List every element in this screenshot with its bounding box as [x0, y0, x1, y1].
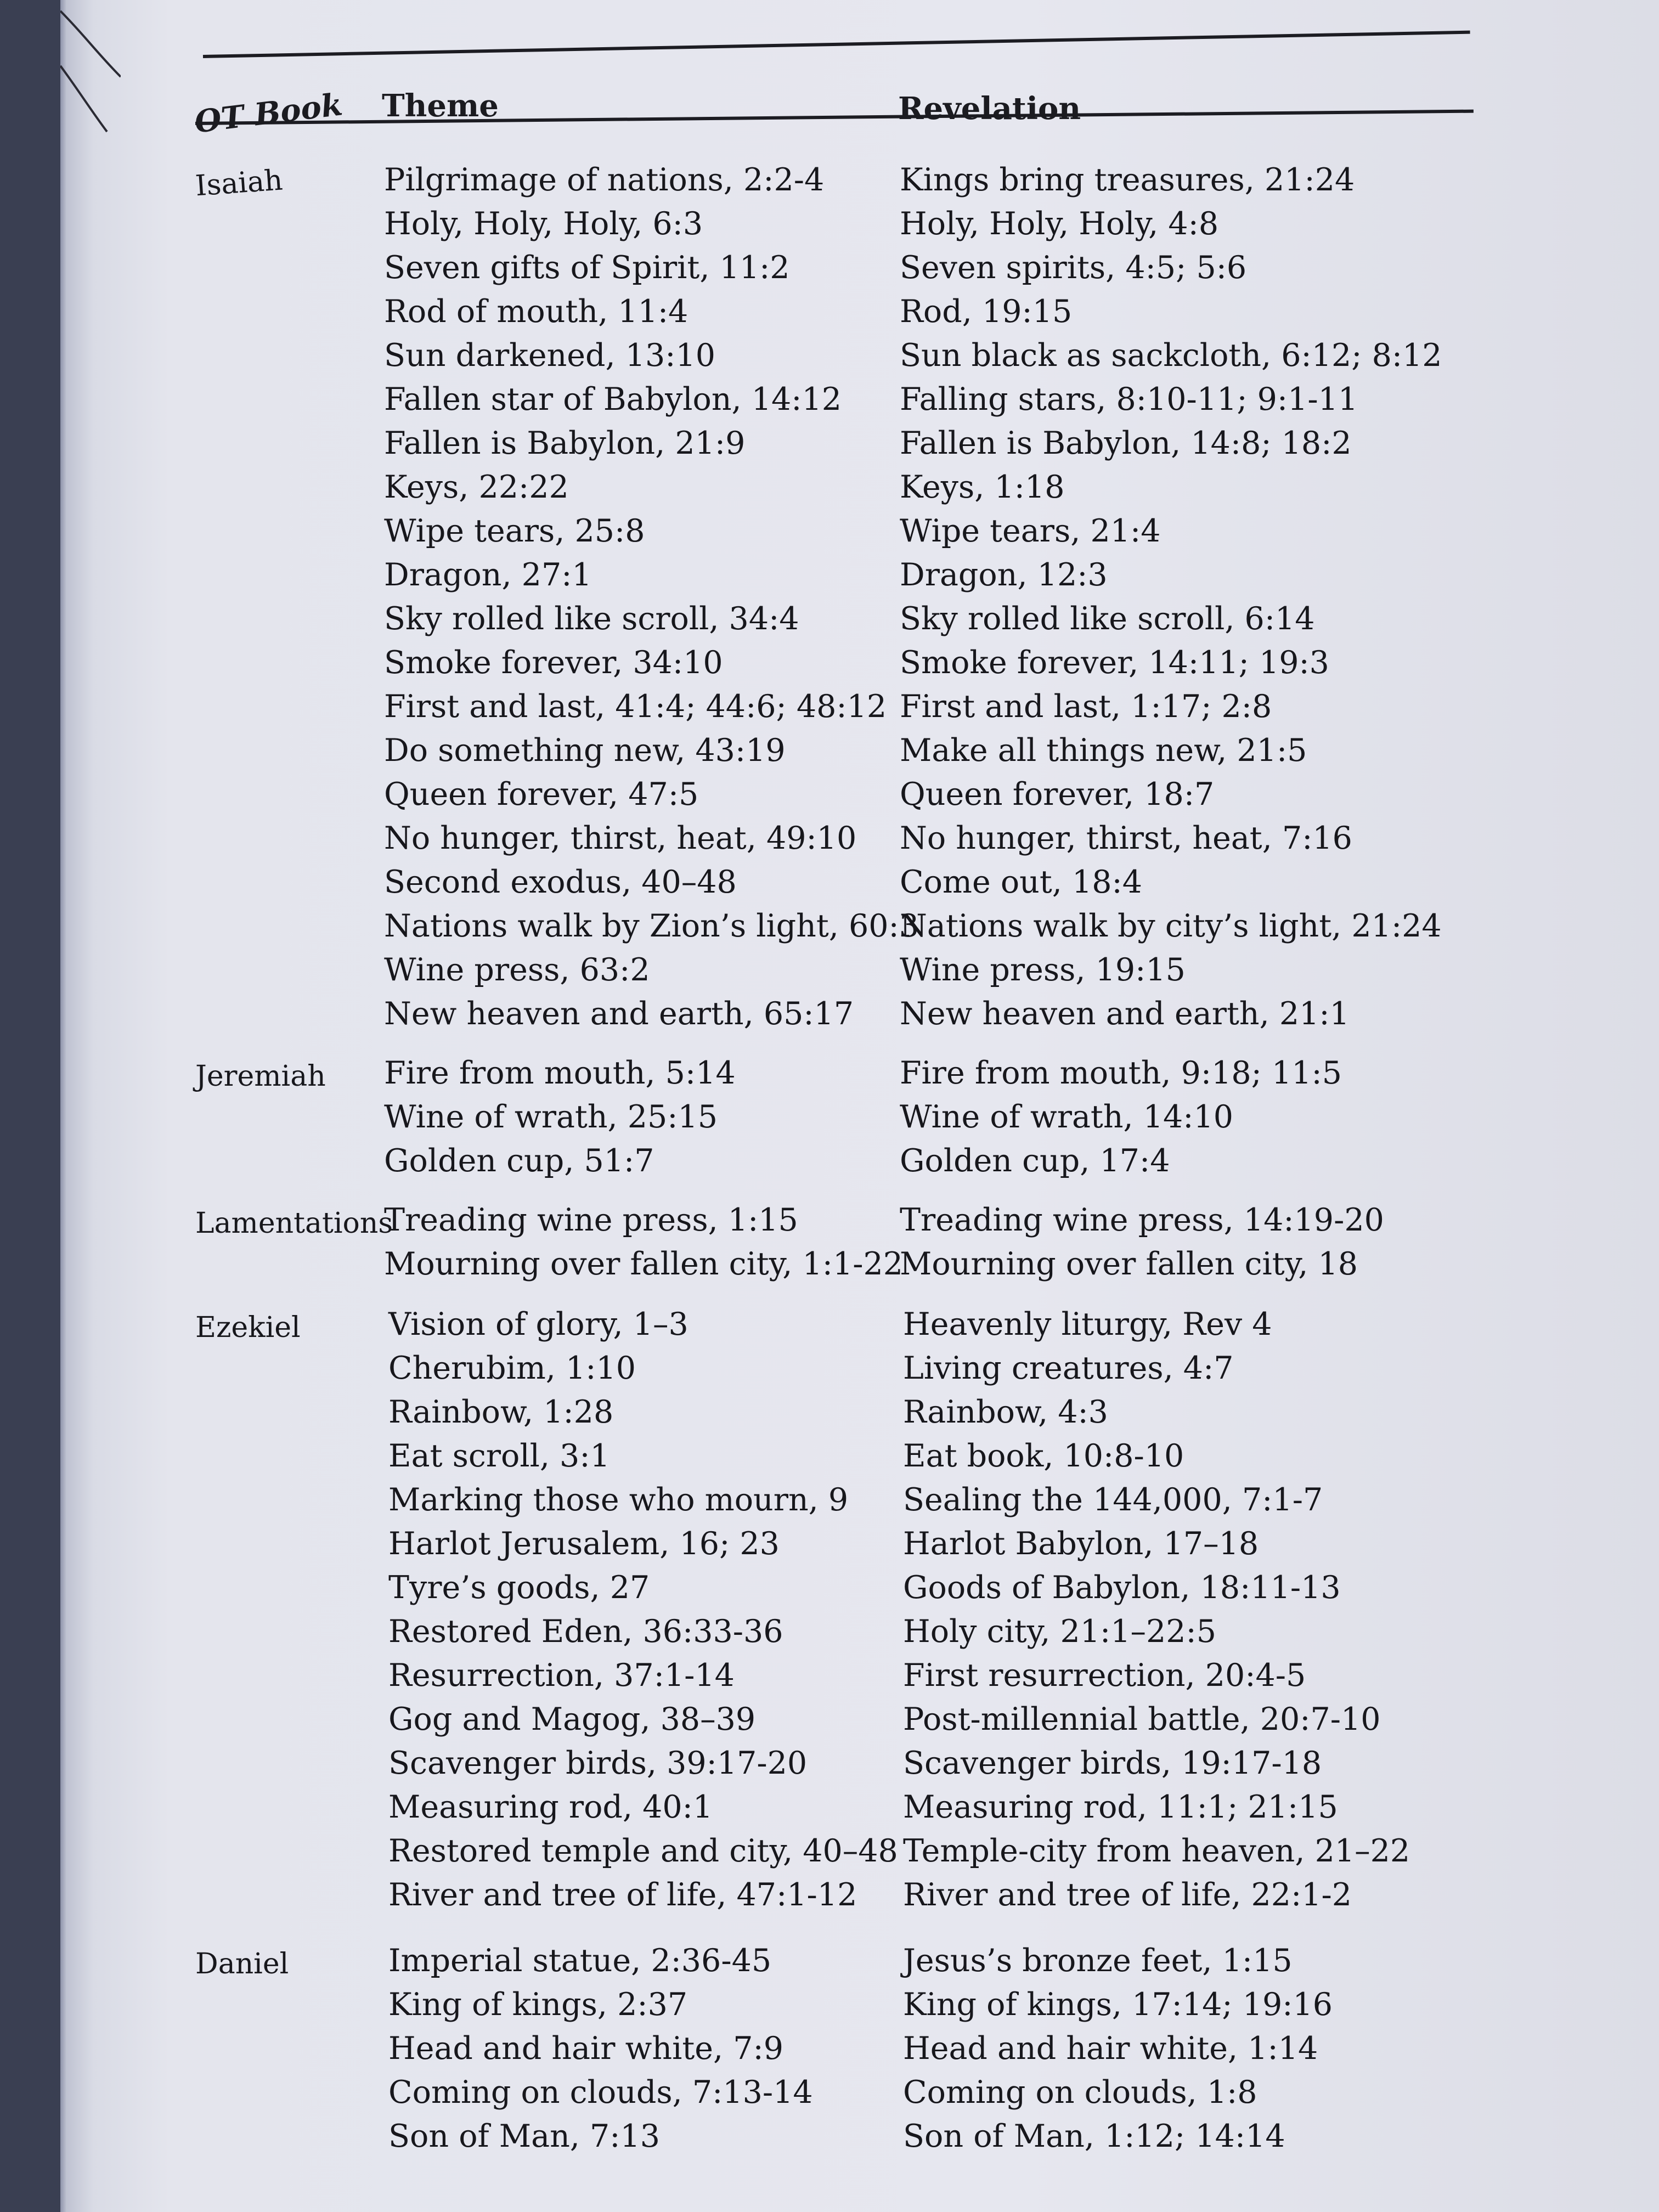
revelation-cell: Wine press, 19:15: [900, 952, 1186, 988]
theme-cell: Coming on clouds, 7:13-14: [388, 2074, 813, 2111]
theme-cell: Dragon, 27:1: [384, 557, 592, 593]
revelation-cell: Head and hair white, 1:14: [903, 2030, 1318, 2067]
theme-cell: Do something new, 43:19: [384, 732, 786, 769]
book-page: [60, 0, 1659, 2212]
theme-cell: Fire from mouth, 5:14: [384, 1055, 736, 1091]
theme-cell: Sky rolled like scroll, 34:4: [384, 601, 799, 637]
revelation-cell: Dragon, 12:3: [900, 557, 1108, 593]
revelation-cell: Son of Man, 1:12; 14:14: [903, 2118, 1285, 2154]
theme-cell: Wine of wrath, 25:15: [384, 1099, 718, 1135]
revelation-cell: Coming on clouds, 1:8: [903, 2074, 1257, 2111]
theme-cell: Pilgrimage of nations, 2:2-4: [384, 162, 825, 198]
theme-cell: Mourning over fallen city, 1:1-22: [384, 1246, 904, 1282]
revelation-cell: First resurrection, 20:4-5: [903, 1657, 1306, 1694]
revelation-cell: Eat book, 10:8-10: [903, 1438, 1184, 1474]
revelation-cell: Seven spirits, 4:5; 5:6: [900, 250, 1247, 286]
revelation-cell: Fallen is Babylon, 14:8; 18:2: [900, 425, 1352, 461]
revelation-cell: Kings bring treasures, 21:24: [900, 162, 1355, 198]
revelation-cell: Temple-city from heaven, 21–22: [903, 1833, 1410, 1869]
revelation-cell: Holy, Holy, Holy, 4:8: [900, 206, 1219, 242]
revelation-cell: New heaven and earth, 21:1: [900, 996, 1350, 1032]
revelation-cell: Wine of wrath, 14:10: [900, 1099, 1234, 1135]
revelation-cell: Wipe tears, 21:4: [900, 513, 1161, 549]
theme-cell: Measuring rod, 40:1: [388, 1789, 713, 1825]
revelation-cell: Mourning over fallen city, 18: [900, 1246, 1358, 1282]
revelation-cell: Smoke forever, 14:11; 19:3: [900, 645, 1329, 681]
theme-cell: Cherubim, 1:10: [388, 1350, 636, 1386]
revelation-cell: Make all things new, 21:5: [900, 732, 1307, 769]
revelation-cell: Post-millennial battle, 20:7-10: [903, 1701, 1381, 1737]
theme-cell: Son of Man, 7:13: [388, 2118, 661, 2154]
theme-cell: Fallen star of Babylon, 14:12: [384, 381, 842, 417]
theme-cell: Keys, 22:22: [384, 469, 569, 505]
theme-cell: Seven gifts of Spirit, 11:2: [384, 250, 790, 286]
revelation-cell: Scavenger birds, 19:17-18: [903, 1745, 1322, 1781]
revelation-cell: Goods of Babylon, 18:11-13: [903, 1570, 1341, 1606]
revelation-cell: Rod, 19:15: [900, 294, 1073, 330]
revelation-cell: Harlot Babylon, 17–18: [903, 1526, 1259, 1562]
revelation-cell: Heavenly liturgy, Rev 4: [903, 1306, 1272, 1342]
theme-cell: Smoke forever, 34:10: [384, 645, 723, 681]
theme-cell: Wipe tears, 25:8: [384, 513, 645, 549]
theme-cell: Imperial statue, 2:36-45: [388, 1943, 772, 1979]
revelation-cell: Come out, 18:4: [900, 864, 1143, 900]
theme-cell: Marking those who mourn, 9: [388, 1482, 849, 1518]
theme-cell: Restored temple and city, 40–48: [388, 1833, 898, 1869]
revelation-cell: Living creatures, 4:7: [903, 1350, 1234, 1386]
theme-cell: Restored Eden, 36:33-36: [388, 1613, 783, 1650]
theme-cell: Treading wine press, 1:15: [384, 1202, 798, 1238]
book-label-lamentations: Lamentations: [195, 1207, 393, 1240]
revelation-cell: Rainbow, 4:3: [903, 1394, 1108, 1430]
column-header-revelation: Revelation: [898, 91, 1081, 127]
revelation-cell: Queen forever, 18:7: [900, 776, 1215, 812]
page-curl: [60, 0, 121, 165]
revelation-cell: No hunger, thirst, heat, 7:16: [900, 820, 1352, 856]
theme-cell: First and last, 41:4; 44:6; 48:12: [384, 689, 887, 725]
theme-cell: Fallen is Babylon, 21:9: [384, 425, 746, 461]
revelation-cell: Sun black as sackcloth, 6:12; 8:12: [900, 337, 1442, 374]
theme-cell: Rod of mouth, 11:4: [384, 294, 689, 330]
revelation-cell: Keys, 1:18: [900, 469, 1065, 505]
table-top-rule: [203, 31, 1470, 58]
theme-cell: Harlot Jerusalem, 16; 23: [388, 1526, 780, 1562]
column-header-ot-book: OT Book: [192, 86, 345, 140]
page-edge: [60, 0, 67, 2212]
theme-cell: Second exodus, 40–48: [384, 864, 737, 900]
book-label-ezekiel: Ezekiel: [195, 1311, 301, 1344]
revelation-cell: Treading wine press, 14:19-20: [900, 1202, 1384, 1238]
book-label-daniel: Daniel: [195, 1948, 289, 1980]
revelation-cell: Measuring rod, 11:1; 21:15: [903, 1789, 1338, 1825]
theme-cell: Golden cup, 51:7: [384, 1143, 654, 1179]
theme-cell: New heaven and earth, 65:17: [384, 996, 854, 1032]
theme-cell: Gog and Magog, 38–39: [388, 1701, 756, 1737]
theme-cell: Scavenger birds, 39:17-20: [388, 1745, 808, 1781]
revelation-cell: Golden cup, 17:4: [900, 1143, 1170, 1179]
theme-cell: Vision of glory, 1–3: [388, 1306, 689, 1342]
revelation-cell: Fire from mouth, 9:18; 11:5: [900, 1055, 1342, 1091]
revelation-cell: First and last, 1:17; 2:8: [900, 689, 1272, 725]
revelation-cell: Holy city, 21:1–22:5: [903, 1613, 1217, 1650]
theme-cell: Nations walk by Zion’s light, 60:3: [384, 908, 919, 944]
theme-cell: Head and hair white, 7:9: [388, 2030, 783, 2067]
theme-cell: King of kings, 2:37: [388, 1987, 688, 2023]
revelation-cell: Sealing the 144,000, 7:1-7: [903, 1482, 1323, 1518]
revelation-cell: Sky rolled like scroll, 6:14: [900, 601, 1315, 637]
revelation-cell: King of kings, 17:14; 19:16: [903, 1987, 1333, 2023]
theme-cell: Wine press, 63:2: [384, 952, 650, 988]
theme-cell: No hunger, thirst, heat, 49:10: [384, 820, 857, 856]
column-header-theme: Theme: [382, 88, 499, 124]
revelation-cell: River and tree of life, 22:1-2: [903, 1877, 1352, 1913]
book-label-isaiah: Isaiah: [194, 163, 284, 203]
revelation-cell: Jesus’s bronze feet, 1:15: [903, 1943, 1293, 1979]
theme-cell: Eat scroll, 3:1: [388, 1438, 610, 1474]
book-label-jeremiah: Jeremiah: [195, 1060, 326, 1093]
theme-cell: Sun darkened, 13:10: [384, 337, 716, 374]
revelation-cell: Falling stars, 8:10-11; 9:1-11: [900, 381, 1358, 417]
theme-cell: Queen forever, 47:5: [384, 776, 699, 812]
revelation-cell: Nations walk by city’s light, 21:24: [900, 908, 1442, 944]
theme-cell: Tyre’s goods, 27: [388, 1570, 650, 1606]
theme-cell: Rainbow, 1:28: [388, 1394, 614, 1430]
theme-cell: Holy, Holy, Holy, 6:3: [384, 206, 703, 242]
theme-cell: Resurrection, 37:1-14: [388, 1657, 735, 1694]
theme-cell: River and tree of life, 47:1-12: [388, 1877, 857, 1913]
